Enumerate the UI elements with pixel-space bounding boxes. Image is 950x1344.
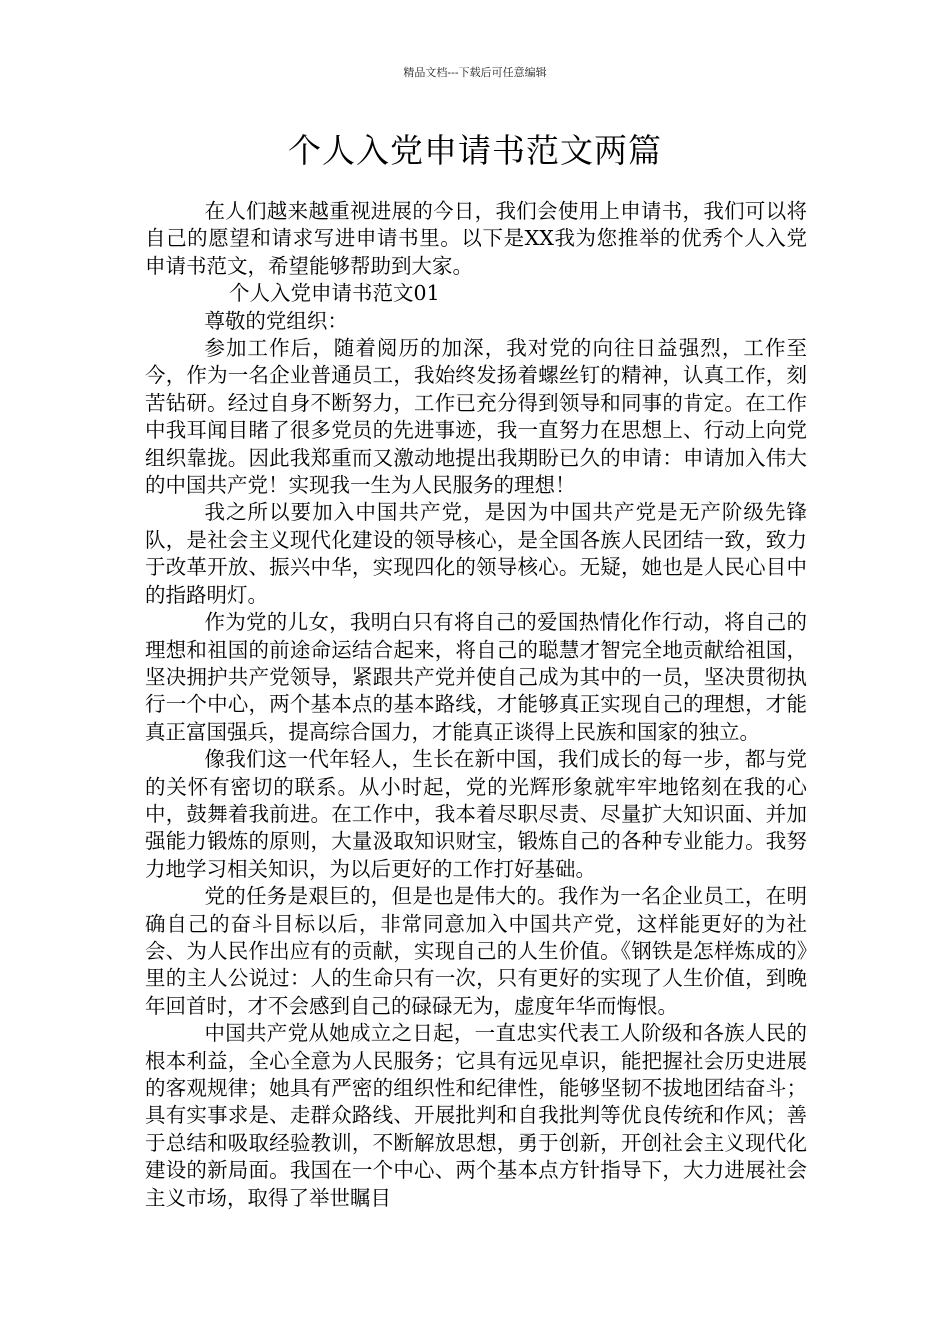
paragraph-3: 作为党的儿女，我明白只有将自己的爱国热情化作行动，将自己的理想和祖国的前途命运结合起来，将自己的聪慧才智完全地贡献给祖国，坚决拥护共产党领导，紧跟共产党并使自己成为其中的一员，坚决贯彻执行一个中心，两个基本点的基本路线，才能够真正实现自己的理想，才能真正富国强兵，提高综合国力，才能真正谈得上民族和国家的独立。 (145, 610, 807, 744)
paragraph-6: 中国共产党从她成立之日起，一直忠实代表工人阶级和各族人民的根本利益，全心全意为人民服务；它具有远见卓识，能把握社会历史进展的客观规律；她具有严密的组织性和纪律性，能够坚韧不拔地团结奋斗；具有实事求是、走群众路线、开展批判和自我批判等优良传统和作风；善于总结和吸取经验教训，不断解放思想，勇于创新，开创社会主义现代化建设的新局面。我国在一个中心、两个基本点方针指导下，大力进展社会主义市场，取得了举世瞩目 (145, 1021, 807, 1210)
document-title: 个人入党申请书范文两篇 (288, 131, 662, 170)
document-body (145, 198, 807, 1212)
paragraph-4: 像我们这一代年轻人，生长在新中国，我们成长的每一步，都与党的关怀有密切的联系。从小时起，党的光辉形象就牢牢地铭刻在我的心中，鼓舞着我前进。在工作中，我本着尽职尽责、尽量扩大知识面、并加强能力锻炼的原则，大量汲取知识财宝，锻炼自己的各种专业能力。我努力地学习相关知识，为以后更好的工作打好基础。 (145, 747, 807, 881)
paragraph-intro: 在人们越来越重视进展的今日，我们会使用上申请书，我们可以将自己的愿望和请求写进申请书里。以下是XX我为您推举的优秀个人入党申请书范文，希望能够帮助到大家。 (145, 199, 807, 278)
salutation: 尊敬的党组织： (204, 308, 348, 333)
section-subtitle: 个人入党申请书范文01 (229, 281, 440, 306)
paragraph-5: 党的任务是艰巨的，但是也是伟大的。我作为一名企业员工，在明确自己的奋斗目标以后，非常同意加入中国共产党，这样能更好的为社会、为人民作出应有的贡献，实现自己的人生价值。《钢铁是怎样炼成的》里的主人公说过：人的生命只有一次，只有更好的实现了人生价值，到晚年回首时，才不会感到自己的碌碌无为，虚度年华而悔恨。 (145, 884, 807, 1018)
paragraph-2: 我之所以要加入中国共产党，是因为中国共产党是无产阶级先锋队，是社会主义现代化建设的领导核心，是全国各族人民团结一致，致力于改革开放、振兴中华，实现四化的领导核心。无疑，她也是人民心目中的指路明灯。 (145, 500, 807, 607)
page-header: 精品文档---下载后可任意编辑 (403, 66, 547, 79)
paragraph-1: 参加工作后，随着阅历的加深，我对党的向往日益强烈，工作至今，作为一名企业普通员工，我始终发扬着螺丝钉的精神，认真工作，刻苦钻研。经过自身不断努力，工作已充分得到领导和同事的肯定。在工作中我耳闻目睹了很多党员的先进事迹，我一直努力在思想上、行动上向党组织靠拢。因此我郑重而又激动地提出我期盼已久的申请：申请加入伟大的中国共产党！实现我一生为人民服务的理想！ (145, 336, 807, 498)
